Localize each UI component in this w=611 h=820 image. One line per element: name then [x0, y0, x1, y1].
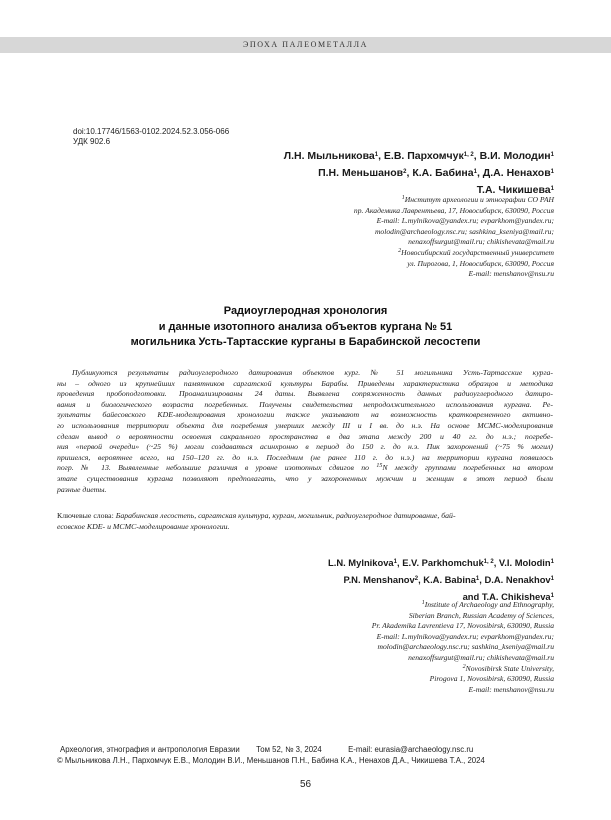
affiliation-line: ул. Пирогова, 1, Новосибирск, 630090, Россия: [407, 258, 554, 268]
abstract: [57, 368, 553, 495]
doi: doi:10.17746/1563-0102.2024.52.3.056-066: [73, 127, 230, 136]
affiliation-line: nenaxoffsurgut@mail.ru; chikishevata@mail.ru: [408, 652, 554, 662]
abstract-line: разные диеты.: [57, 484, 107, 494]
affiliation-line: $^2$Novosibirsk State University,: [462, 663, 554, 673]
affiliation-line: E-mail: menshanov@nsu.ru: [468, 684, 554, 694]
author-name: Е.В. Пархомчук: [383, 150, 464, 162]
footer-issue: № 3,: [285, 745, 303, 754]
keywords: [57, 511, 553, 532]
author-name: К.А. Бабина: [412, 167, 474, 179]
author-affiliation-mark: 1: [550, 593, 554, 599]
authors-ru-line-1: Л.Н. Мыльникова$^1$, Е.В. Пархомчук$^{1, 2}$, В.И. Молодин$^1$: [283, 150, 554, 162]
author-name: П.Н. Меньшанов: [318, 167, 404, 179]
authors-ru: [134, 148, 554, 199]
author-affiliation-mark: 2: [414, 576, 419, 582]
affiliation-line: $^1$Institute of Archaeology and Ethnography,: [421, 600, 554, 609]
authors-en-line-2: P.N. Menshanov$^2$, K.A. Babina$^1$, D.A. Nenakhov$^1$: [343, 574, 554, 585]
author-name: E.V. Parkhomchuk: [402, 557, 484, 568]
footer-volume: Том 52,: [256, 745, 283, 754]
authors-ru-line-2: П.Н. Меньшанов$^2$, К.А. Бабина$^1$, Д.А. Ненахов$^1$: [318, 167, 554, 179]
author-affiliation-mark: 1: [550, 559, 554, 565]
title-line: Радиоуглеродная хронология: [223, 305, 388, 317]
author-affiliation-mark: 1: [393, 559, 397, 565]
title-line: и данные изотопного анализа объектов кургана № 51: [158, 320, 453, 333]
abstract-line: пришелся, вероятнее всего, на 150–120 гг. до н.э. Последним (не ранее 110 г. до н.э.) на территории кургана появилось: [57, 452, 553, 462]
title-line: могильника Усть-Тартасские курганы в Барабинской лесостепи: [130, 336, 481, 348]
authors-en: [134, 554, 554, 605]
abstract-line: этапе существования кургана позволяют предполагать, что у захороненных мужчин и женщин в этот период были: [57, 473, 553, 483]
abstract-line: ния «первой очереди» (~25 %) могли создаваться асинхронно в период до 150 г. до н.э. Пик захоронений (~75 % могил): [57, 442, 553, 452]
article-title: [60, 304, 551, 351]
author-name: P.N. Menshanov: [343, 574, 415, 585]
affiliation-line: E-mail: menshanov@nsu.ru: [468, 269, 554, 279]
affiliation-line: E-mail: L.mylnikova@yandex.ru; evparkhom@yandex.ru;: [376, 631, 554, 641]
author-affiliation-mark: 1: [550, 186, 554, 192]
affiliation-line: $^2$Новосибирский государственный университет: [398, 247, 554, 257]
abstract-line: го использования территории объекта для погребения умерших между III и I вв. до н.э. На основе MCMC-моделирования: [57, 420, 553, 430]
udk: УДК 902.6: [73, 137, 111, 146]
abstract-line: ны – одного из крупнейших памятников саргатской культуры Барабы. Приведены характеристика образцов и методика: [57, 378, 553, 388]
author-name: V.I. Molodin: [498, 557, 551, 568]
author-name: Т.А. Чикишева: [476, 184, 551, 196]
authors-en-line-1: L.N. Mylnikova$^1$, E.V. Parkhomchuk$^{1, 2}$, V.I. Molodin$^1$: [328, 557, 554, 568]
author-affiliation-mark: 1: [550, 152, 554, 158]
abstract-line: погр. № 13. Выявленные небольшие различия в уровне изотопных сдвигов по $^{15}$N между группами погребенных на втором: [57, 463, 553, 473]
affiliation-line: molodin@archaeology.nsc.ru; sashkina_kseniya@mail.ru: [377, 642, 554, 652]
affiliation-mark: 1: [401, 195, 405, 201]
page-number: 56: [299, 779, 312, 790]
keywords-label: Ключевые слова:: [57, 511, 114, 520]
affiliation-line: Pr. Akademika Lavrentieva 17, Novosibirsk, 630090, Russia: [371, 621, 554, 631]
abstract-line: зультаты байесовского KDE-моделирования хронологии также указывают на возможность кратковременного активно-: [57, 410, 553, 420]
footer-year: 2024: [304, 745, 322, 754]
abstract-line: проведения пробоподготовки. Проанализированы 24 даты. Выявлена сопряженность данных радиоуглеродного датиро-: [57, 389, 553, 399]
affiliation-line: nenaxoffsurgut@mail.ru; chikishevata@mail.ru: [408, 237, 554, 247]
author-name: D.A. Nenakhov: [484, 574, 551, 585]
author-affiliation-mark: 1: [475, 576, 480, 582]
author-affiliation-mark: 2: [403, 169, 407, 175]
footer-journal: Археология, этнография и антропология Евразии: [60, 745, 240, 754]
author-affiliation-mark: 1: [473, 169, 477, 175]
affiliations-ru: [114, 195, 554, 280]
author-name: Д.А. Ненахов: [482, 167, 551, 179]
affiliations-en: [114, 600, 554, 695]
affiliation-line: Pirogova 1, Novosibirsk, 630090, Russia: [429, 674, 554, 684]
author-affiliation-mark: 1: [550, 169, 554, 175]
affiliation-mark: 2: [462, 663, 466, 670]
author-affiliation-mark: 1, 2: [463, 152, 474, 158]
author-name: В.И. Молодин: [479, 150, 551, 162]
abstract-line: сделан вывод о вероятности освоения сакрального пространства в два этапа между 200 и 40 гг. до н.э.; погребе-: [57, 431, 553, 441]
author-name: Л.Н. Мыльникова: [283, 150, 375, 162]
keywords-text-line-2: есовское KDE- и MCMC-моделирование хронологии.: [57, 521, 230, 531]
affiliation-mark: 2: [398, 247, 402, 254]
author-affiliation-mark: 1: [374, 152, 379, 158]
affiliation-line: пр. Академика Лаврентьева, 17, Новосибирск, 630090, Россия: [353, 205, 554, 215]
affiliation-line: $^1$Институт археологии и этнографии СО РАН: [401, 195, 554, 204]
keywords-text-line-1: Барабинская лесостепь, саргатская культура, курган, могильник, радиоуглеродное датирование, бай-: [115, 511, 456, 520]
affiliation-mark: 1: [421, 600, 425, 606]
author-name: L.N. Mylnikova: [328, 557, 394, 568]
authors-en-and: and: [462, 591, 480, 602]
affiliation-line: E-mail: L.mylnikova@yandex.ru; evparkhom@yandex.ru;: [376, 216, 554, 226]
section-header-title: ЭПОХА ПАЛЕОМЕТАЛЛА: [242, 40, 369, 49]
author-name: K.A. Babina: [423, 574, 476, 585]
affiliation-line: molodin@archaeology.nsc.ru; sashkina_kseniya@mail.ru;: [374, 226, 554, 236]
author-name: T.A. Chikisheva: [481, 591, 551, 602]
abstract-line: Публикуются результаты радиоуглеродного датирования объектов кург. № 51 могильника Усть-Тартасские курга-: [72, 368, 553, 377]
footer-journal-line: [60, 745, 560, 754]
author-affiliation-mark: 1, 2: [483, 559, 494, 565]
footer-email: E-mail: eurasia@archaeology.nsc.ru: [348, 745, 474, 754]
footer-copyright: © Мыльникова Л.Н., Пархомчук Е.В., Молодин В.И., Меньшанов П.Н., Бабина К.А., Ненахов Д.А., Чикишева Т.А., 2024: [57, 756, 485, 765]
affiliation-line: Siberian Branch, Russian Academy of Sciences,: [408, 610, 554, 620]
author-affiliation-mark: 1: [550, 576, 554, 582]
abstract-line: вания и биологического возраста погребенных. Получены свидетельства непродолжительного использования кургана. Ре-: [57, 399, 553, 409]
